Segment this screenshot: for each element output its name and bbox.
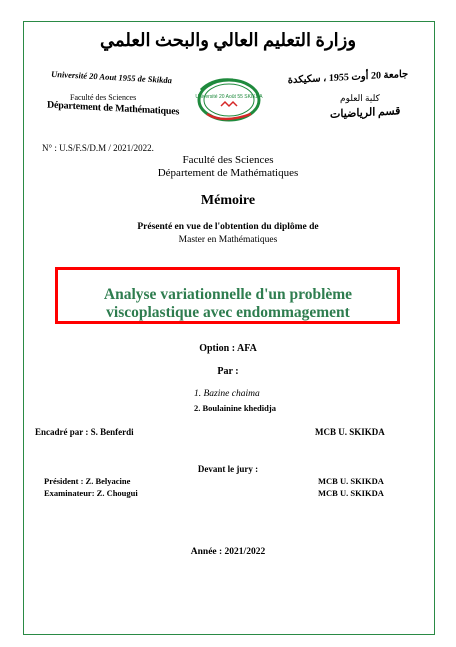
logo-text: Université 20 Août 55 SKIKDA <box>195 94 263 100</box>
thesis-title-line-2: viscoplastique avec endommagement <box>106 304 350 321</box>
faculty-name-fr-header: Faculté des Sciences <box>70 93 137 102</box>
jury-examiner-affiliation: MCB U. SKIKDA <box>318 488 384 498</box>
department-name-fr-header: Département de Mathématiques <box>47 99 180 118</box>
reference-number: N° : U.S/F.S/D.M / 2021/2022. <box>42 143 154 153</box>
department-name: Département de Mathématiques <box>157 167 299 179</box>
jury-label: Devant le jury : <box>197 464 259 474</box>
department-name-ar: قسم الرياضيات <box>330 105 401 121</box>
by-label: Par : <box>217 366 239 377</box>
jury-president-affiliation: MCB U. SKIKDA <box>318 476 384 486</box>
option-label: Option : AFA <box>199 343 257 354</box>
faculty-name-ar: كلية العلوم <box>340 93 380 103</box>
thesis-title-line-1: Analyse variationnelle d'un problème <box>103 286 353 303</box>
academic-year: Année : 2021/2022 <box>190 547 266 557</box>
ministry-title-arabic: وزارة التعليم العالي والبحث العلمي <box>99 30 357 50</box>
author-1: 1. Bazine chaima <box>194 389 260 399</box>
author-2: 2. Boulainine khedidja <box>194 403 276 413</box>
university-name-fr: Université 20 Aout 1955 de Skikda <box>51 68 172 86</box>
faculty-name: Faculté des Sciences <box>182 154 274 166</box>
presented-line-2: Master en Mathématiques <box>178 235 278 245</box>
jury-president: Président : Z. Belyacine <box>44 476 131 486</box>
document-type: Mémoire <box>200 193 256 208</box>
university-name-ar: جامعة 20 أوت 1955 ، سكيكدة <box>287 68 409 87</box>
university-logo <box>193 76 265 124</box>
supervisor-affiliation: MCB U. SKIKDA <box>315 427 385 437</box>
supervisor-label: Encadré par : S. Benferdi <box>35 427 134 437</box>
jury-examiner: Examinateur: Z. Chougui <box>44 488 138 498</box>
presented-line-1: Présenté en vue de l'obtention du diplôme de <box>137 222 319 232</box>
